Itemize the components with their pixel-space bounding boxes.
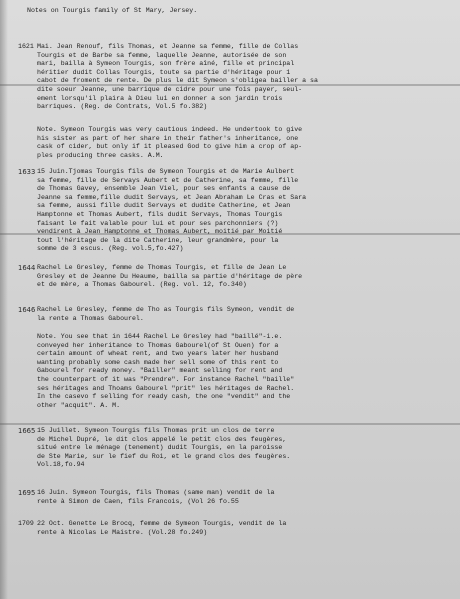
entry-date: 1709 bbox=[18, 520, 34, 527]
entry-1633 bbox=[18, 168, 448, 254]
entry-text: 15 Juin.Tjomas Tourgis fils de Symeon Tourgis et de Marie Aulbert sa femme, fille de Servays Aubert et de Catherine, sa femme, fille de Thomas Gavey, ensemble Jean Viel, pour ses enfants a cause de Jeanne sa femme,fille dudit Servays, et Jean Abraham Le Cras et Sara sa femme, aussi fille dudit Servays et dudite Catherine, et Jean Hamptonne et Thomas Aubert, fils dudit Servays, Thomas Tourgis faisant le fait valable pour lui et pour ses parchonniers (?) vendirent à Jean Hamptonne et Thomas Aubert, moitié par Moitié tout l'héritage de la dite Catherine, leur grandmère, pour la somme de 3 escus. (Reg. vol.5,fo.427) bbox=[37, 168, 307, 253]
entry-text: 16 Juin. Symeon Tourgis, fils Thomas (same man) vendit de la rente à Simon de Caen, fils Francois, (Vol 26 fo.55 bbox=[37, 489, 275, 505]
entry-1709 bbox=[18, 520, 448, 537]
page-edge-shadow bbox=[0, 0, 8, 599]
entry-text: Rachel Le Gresley, femme de Thomas Tourgis, et fille de Jean Le Gresley et de Jeanne Du Heaume, bailla sa partie d'héritage de père et de mère, a Thomas Gabourel. (Reg. vol. 12, fo.340) bbox=[37, 264, 303, 289]
entry-date: 1633 bbox=[18, 168, 36, 176]
entry-1646 bbox=[18, 306, 448, 323]
entry-date: 1621 bbox=[18, 43, 34, 50]
entry-1644 bbox=[18, 264, 448, 290]
entry-date: 1695 bbox=[18, 489, 36, 497]
paper-fold bbox=[0, 423, 460, 425]
note-bailler: Note. You see that in 1644 Rachel Le Gresley had "baillé"-i.e. conveyed her inheritance to Thomas Gabourel(of St Ouen) for a certain amount of wheat rent, and two years later her husband wanting probably some cash made her sell some of this rent to Gabourel for ready money. "Bailler" meant selling for rent and the counterpart of it was "Prendre". For instance Rachel "baille" ses héritages and Thoams Gabourel "prit" les héritages de Rachel. In the casevo f selling for ready cash, the one "vendit" and the other "acquit". A. M. bbox=[37, 333, 295, 409]
entry-1621 bbox=[18, 43, 448, 112]
entry-1665 bbox=[18, 427, 448, 470]
entry-date: 1646 bbox=[18, 306, 36, 314]
note-cautious: Note. Symeon Tourgis was very cautious indeed. He undertook to give his sister as part of her share in their father's inheritance, one cask of cider, but only if it pleased God to give him a crop of ap- ples producing three casks. A.M. bbox=[37, 126, 303, 159]
document-title: Notes on Tourgis family of St Mary, Jersey. bbox=[27, 7, 198, 14]
entry-date: 1644 bbox=[18, 264, 36, 272]
entry-1695 bbox=[18, 489, 448, 506]
entry-text: Mai. Jean Renouf, fils Thomas, et Jeanne sa femme, fille de Collas Tourgis et de Barbe sa femme, laquelle Jeanne, autorisée de son mari, bailla à Symeon Tourgis, son frère aîné, fille et principal héritier dudit Collas Tourgis, toute sa partie d'héritage pour 1 cabot de froment de rente. De plus le dit Symeon s'obligea bailler a sa dite soeur Jeanne, une barrique de cidre pour une fois payer, seul- ement lorsqu'il plaira à Dieu lui en donner a son jardin trois barriques. (Reg. de Contrats, Vol.5 fo.382) bbox=[37, 43, 318, 111]
entry-text: 22 Oct. Genette Le Brocq, femme de Symeon Tourgis, vendit de la rente à Nicolas Le Maistre. (Vol.28 fo.249) bbox=[37, 520, 287, 536]
entry-text: 15 Juillet. Symeon Tourgis fils Thomas prit un clos de terre de Michel Dupré, le dit clos appelé le petit clos des feugères, situé entre le ménage (tenement) dudit Tourgis, en la paroisse de Ste Marie, sur le fief du Roi, et le grand clos des feugères. Vol.18,fo.94 bbox=[37, 427, 291, 469]
entry-text: Rachel Le Gresley, femme de Tho as Tourgis fils Symeon, vendit de la rente a Thomas Gabourel. bbox=[37, 306, 295, 322]
entry-date: 1665 bbox=[18, 427, 36, 435]
